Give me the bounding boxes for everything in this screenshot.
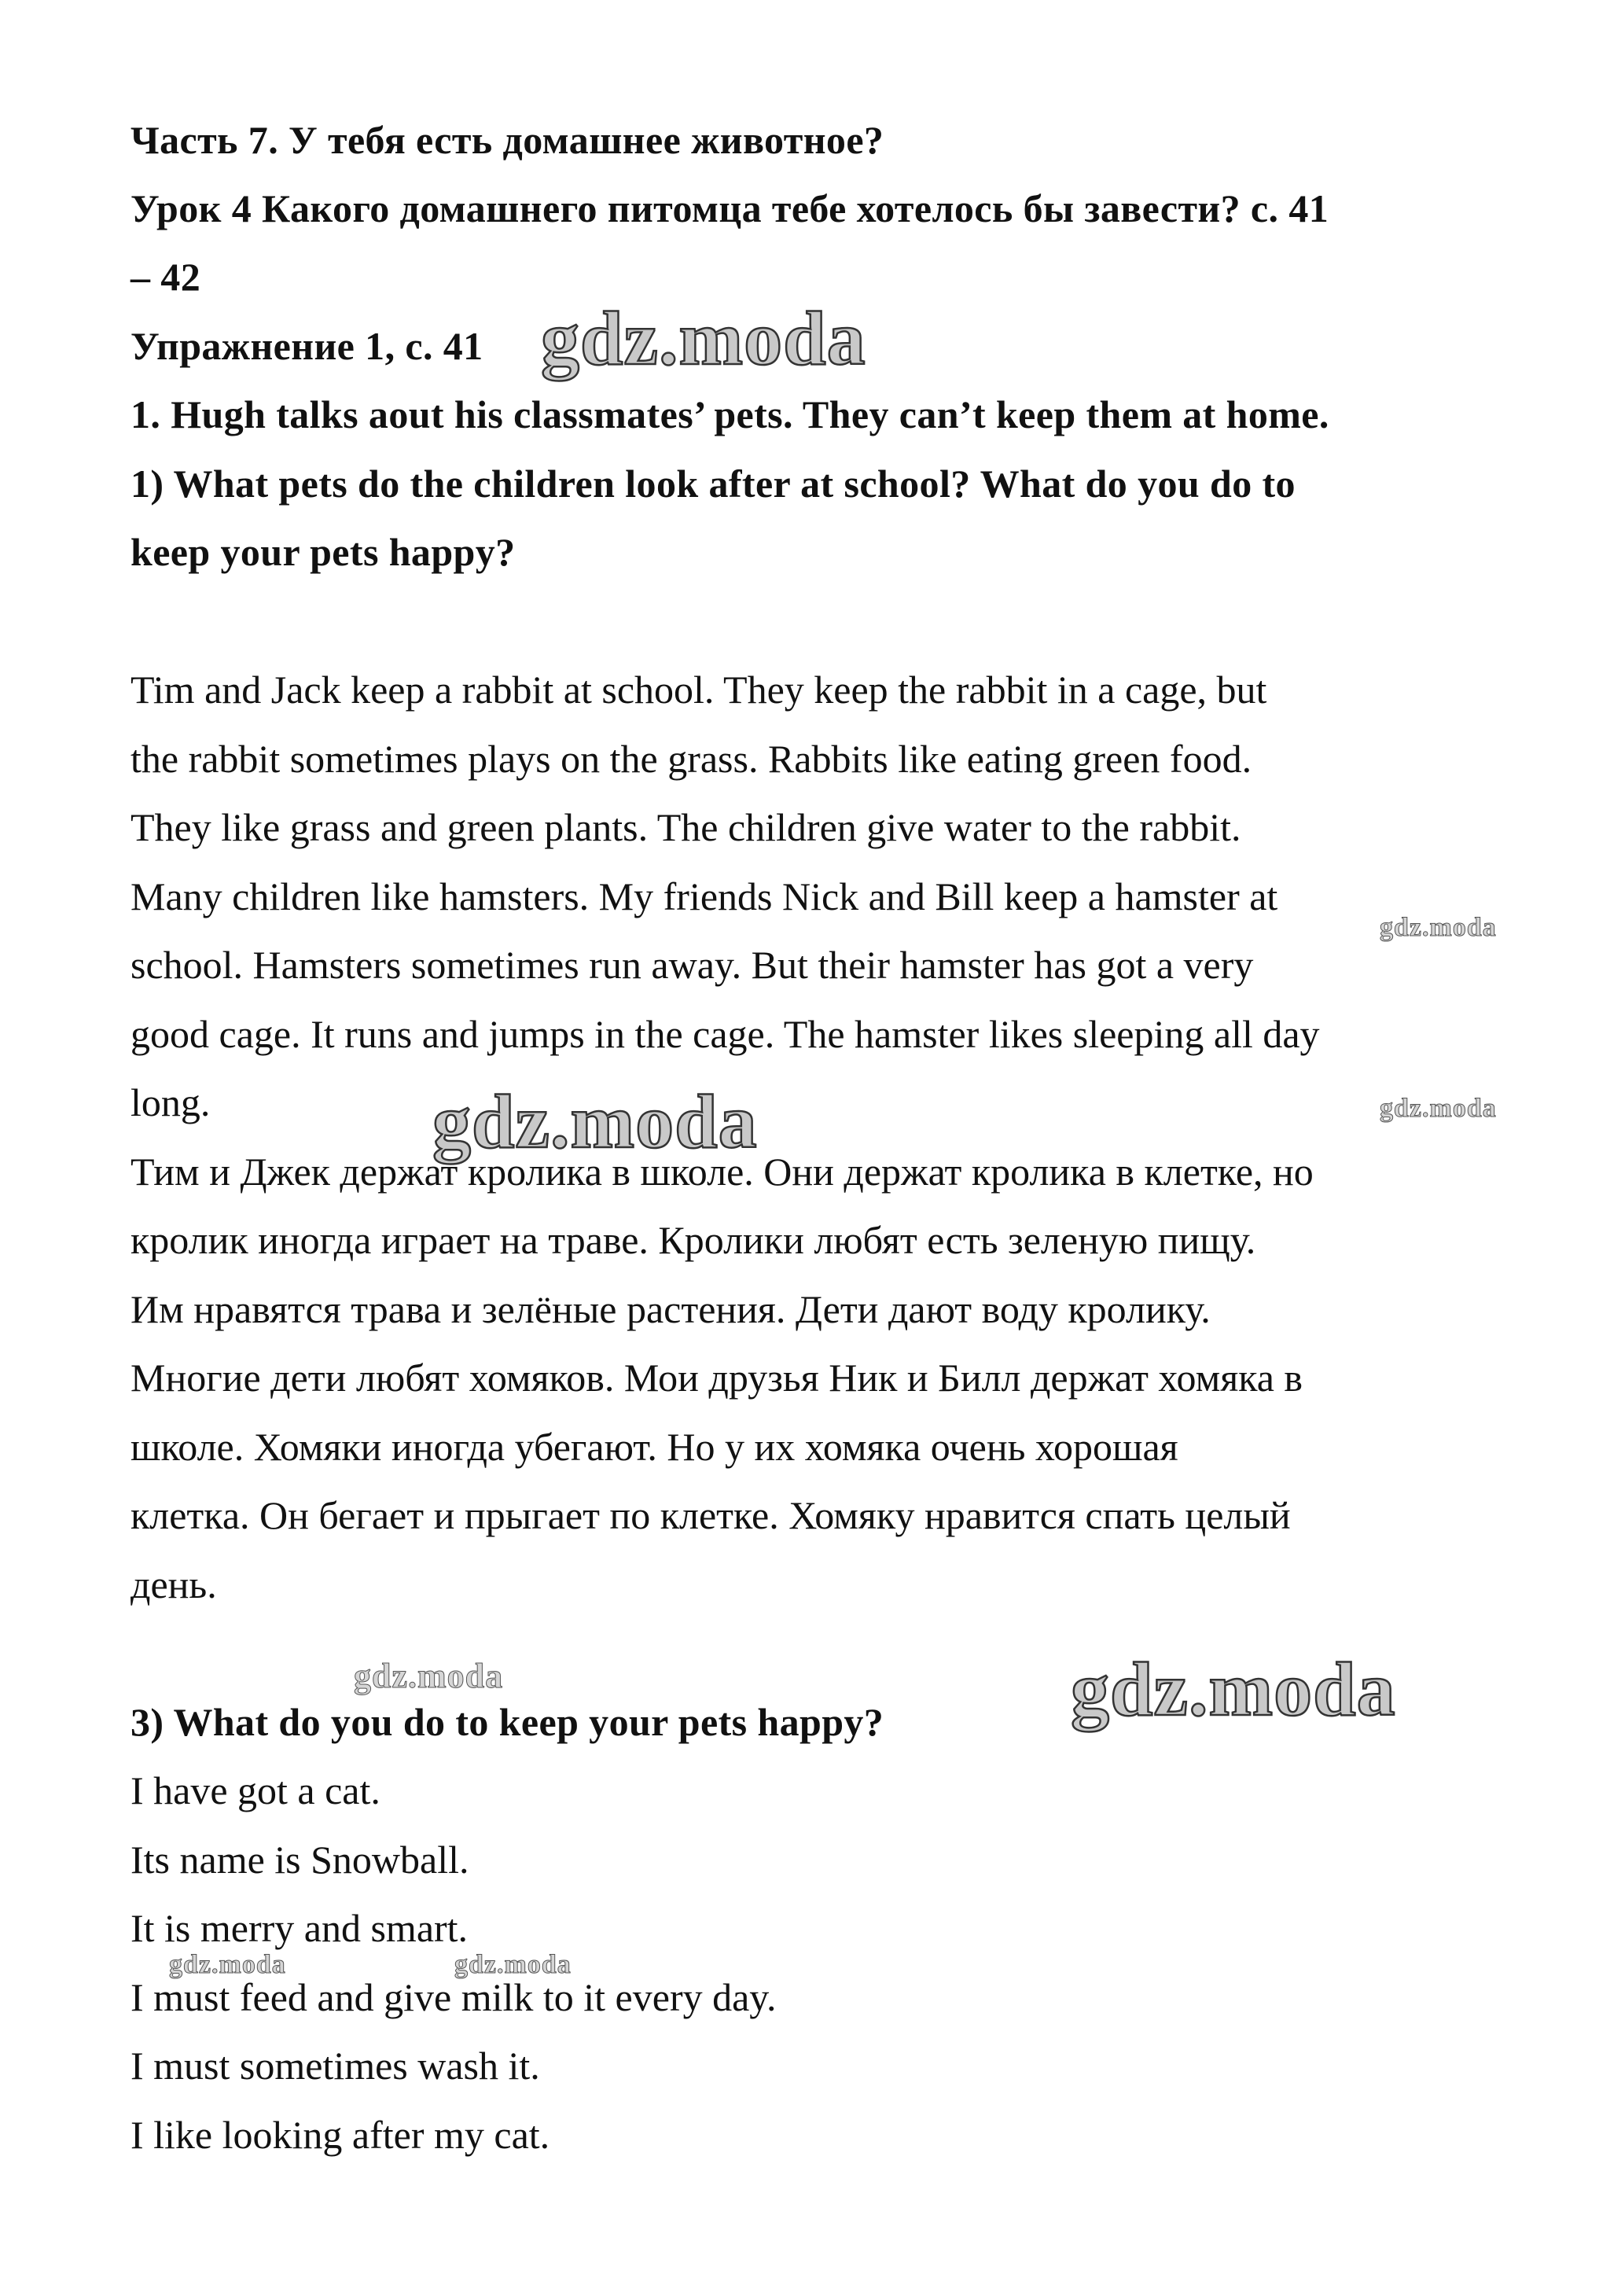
- answer-line: Its name is Snowball.: [130, 1838, 469, 1882]
- watermark-logo: gdz.moda: [1380, 913, 1497, 942]
- answer-line: I must sometimes wash it.: [130, 2044, 540, 2088]
- lesson-title-line2: – 42: [130, 255, 201, 299]
- answer-line: I must feed and give milk to it every day.: [130, 1975, 777, 2019]
- english-line: good cage. It runs and jumps in the cage. The hamster likes sleeping all day: [130, 1012, 1320, 1056]
- watermark-logo: gdz.moda: [169, 1950, 286, 1979]
- task-line-2: 1) What pets do the children look after at school? What do you do to: [130, 462, 1296, 506]
- english-line: the rabbit sometimes plays on the grass. Rabbits like eating green food.: [130, 737, 1252, 781]
- watermark-logo: gdz.moda: [1071, 1647, 1396, 1732]
- english-line: school. Hamsters sometimes run away. But their hamster has got a very: [130, 943, 1254, 987]
- part-title: Часть 7. У тебя есть домашнее животное?: [130, 118, 884, 162]
- russian-line: день.: [130, 1562, 217, 1606]
- question-3: 3) What do you do to keep your pets happy?: [130, 1700, 884, 1744]
- russian-line: Тим и Джек держат кролика в школе. Они держат кролика в клетке, но: [130, 1150, 1314, 1194]
- english-line: They like grass and green plants. The children give water to the rabbit.: [130, 805, 1241, 849]
- russian-line: школе. Хомяки иногда убегают. Но у их хомяка очень хорошая: [130, 1425, 1178, 1469]
- answer-line: I have got a cat.: [130, 1768, 380, 1812]
- watermark-logo: gdz.moda: [541, 296, 866, 381]
- russian-line: Им нравятся трава и зелёные растения. Дети дают воду кролику.: [130, 1287, 1211, 1331]
- exercise-title: Упражнение 1, с. 41: [130, 324, 483, 368]
- english-line: Many children like hamsters. My friends Nick and Bill keep a hamster at: [130, 874, 1278, 918]
- russian-line: кролик иногда играет на траве. Кролики любят есть зеленую пищу.: [130, 1218, 1256, 1262]
- watermark-logo: gdz.moda: [354, 1657, 504, 1695]
- watermark-logo: gdz.moda: [454, 1950, 572, 1979]
- watermark-logo: gdz.moda: [1380, 1094, 1497, 1123]
- english-line: Tim and Jack keep a rabbit at school. They keep the rabbit in a cage, but: [130, 668, 1267, 712]
- task-line-3: keep your pets happy?: [130, 530, 516, 574]
- task-line-1: 1. Hugh talks aout his classmates’ pets. They can’t keep them at home.: [130, 392, 1329, 436]
- answer-line: It is merry and smart.: [130, 1906, 469, 1950]
- russian-line: клетка. Он бегает и прыгает по клетке. Хомяку нравится спать целый: [130, 1493, 1291, 1537]
- answer-line: I like looking after my cat.: [130, 2113, 550, 2157]
- russian-line: Многие дети любят хомяков. Мои друзья Ник и Билл держат хомяка в: [130, 1356, 1303, 1400]
- lesson-title-line1: Урок 4 Какого домашнего питомца тебе хотелось бы завести? с. 41: [130, 186, 1329, 230]
- watermark-logo: gdz.moda: [432, 1080, 758, 1165]
- english-line: long.: [130, 1080, 211, 1124]
